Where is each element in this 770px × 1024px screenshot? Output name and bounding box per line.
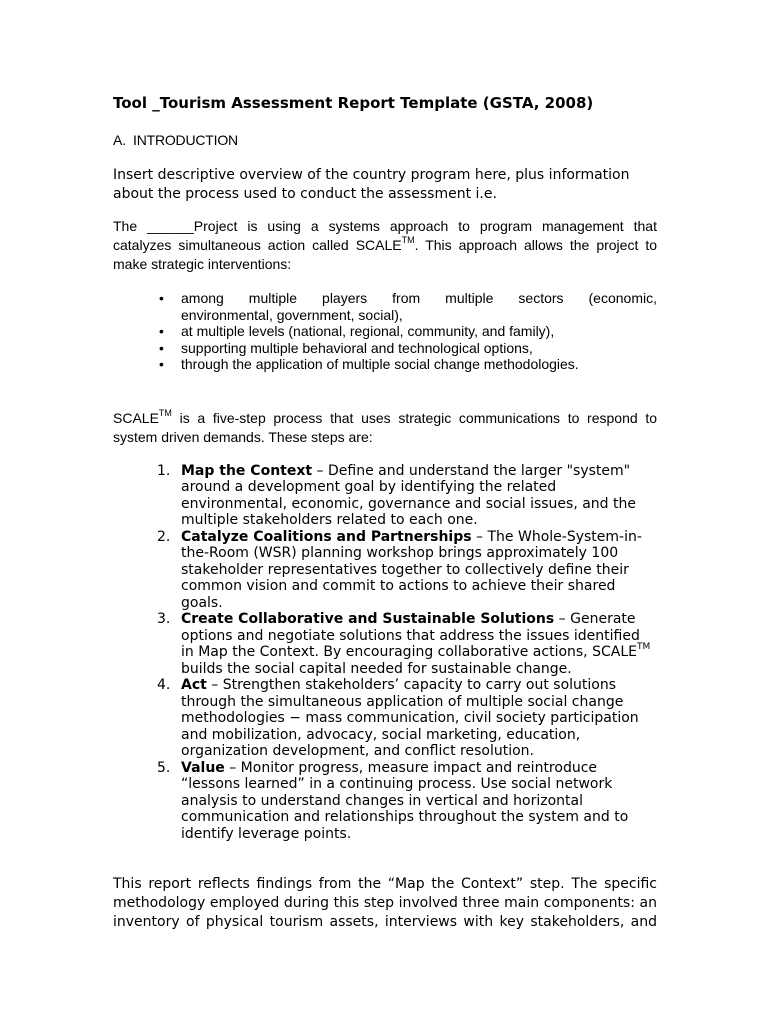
step-item xyxy=(157,759,657,843)
step-number: 3. xyxy=(157,611,171,627)
step-description-part1: – Generate options and negotiate solutions that address the issues identified in Map the Context. By encouraging collaborative actions, SCALE xyxy=(181,611,640,660)
bullet-icon: • xyxy=(159,323,164,339)
scale-word: SCALE xyxy=(113,409,159,426)
section-label: INTRODUCTION xyxy=(133,132,238,148)
bullet-icon: • xyxy=(159,290,164,306)
step-title: Catalyze Coalitions and Partnerships xyxy=(181,528,472,545)
step-title: Act xyxy=(181,677,207,693)
closing-line2: methodology employed during this step involved three main components: an xyxy=(113,895,657,911)
step-item xyxy=(157,677,657,760)
trademark-mark: TM xyxy=(401,235,415,246)
steps-list xyxy=(113,463,657,843)
list-item-text: through the application of multiple social change methodologies. xyxy=(181,356,579,372)
step-description-part2: builds the social capital needed for sustainable change. xyxy=(181,660,572,677)
project-paragraph-part2: . This approach allows the project to make strategic interventions: xyxy=(113,237,657,272)
step-number: 4. xyxy=(157,677,171,693)
list-item xyxy=(159,290,657,323)
step-description: – Strengthen stakeholders’ capacity to carry out solutions through the simultaneous application of multiple social change methodologies − mass communication, civil society participation and mobilization, advocacy, social marketing, education, organization development, and conflict resolution. xyxy=(181,677,639,759)
step-number: 1. xyxy=(157,462,171,479)
step-description: – Define and understand the larger "system" around a development goal by identifying the related environmental, economic, governance and social issues, and the multiple stakeholders related to each one. xyxy=(181,462,636,528)
step-title: Value xyxy=(181,759,225,776)
closing-line1: This report reflects findings from the “Map the Context” step. The specific xyxy=(113,876,657,892)
document-body xyxy=(113,93,657,932)
list-item xyxy=(159,323,657,340)
intervention-list xyxy=(113,290,657,373)
step-item xyxy=(157,462,657,529)
step-item xyxy=(157,611,657,677)
project-paragraph-part1: The ______Project is using a systems approach to program management that catalyzes simultaneous action called SCALE xyxy=(113,218,657,253)
section-number: A. xyxy=(113,132,126,148)
section-heading xyxy=(113,131,657,149)
step-title: Map the Context xyxy=(181,462,313,479)
intro-paragraph: Insert descriptive overview of the country program here, plus information about the process used to conduct the assessment i.e. xyxy=(113,167,630,202)
bullet-icon: • xyxy=(159,356,164,372)
bullet-icon: • xyxy=(159,339,164,356)
trademark-mark: TM xyxy=(158,407,172,418)
list-item-line2: environmental, government, social), xyxy=(181,306,403,323)
list-item-text: at multiple levels (national, regional, community, and family), xyxy=(181,323,555,339)
scale-paragraph xyxy=(113,409,657,447)
step-number: 5. xyxy=(157,759,171,776)
closing-line3: inventory of physical tourism assets, interviews with key stakeholders, and xyxy=(113,914,657,930)
project-paragraph xyxy=(113,217,657,274)
step-description: – Monitor progress, measure impact and reintroduce “lessons learned” in a continuing process. Use social network analysis to understand changes in vertical and horizontal communication and relationships throughout the system and to identify leverage points. xyxy=(181,759,629,842)
document-title: Tool _Tourism Assessment Report Template (GSTA, 2008) xyxy=(113,94,594,112)
scale-paragraph-rest: is a five-step process that uses strategic communications to respond to system driven demands. These steps are: xyxy=(113,409,657,445)
closing-paragraph xyxy=(113,875,657,932)
step-description: – The Whole-System-in-the-Room (WSR) planning workshop brings approximately 100 stakeholder representatives together to collectively define their common vision and commit to actions to achieve their shared goals. xyxy=(181,528,642,611)
trademark-mark: TM xyxy=(636,642,651,653)
list-item-line1: among multiple players from multiple sectors (economic, xyxy=(181,290,657,306)
list-item xyxy=(159,339,657,357)
step-number: 2. xyxy=(157,528,171,545)
step-item xyxy=(157,528,657,612)
step-title: Create Collaborative and Sustainable Solutions xyxy=(181,611,555,627)
list-item-text: supporting multiple behavioral and technological options, xyxy=(181,339,533,356)
list-item xyxy=(159,356,657,373)
